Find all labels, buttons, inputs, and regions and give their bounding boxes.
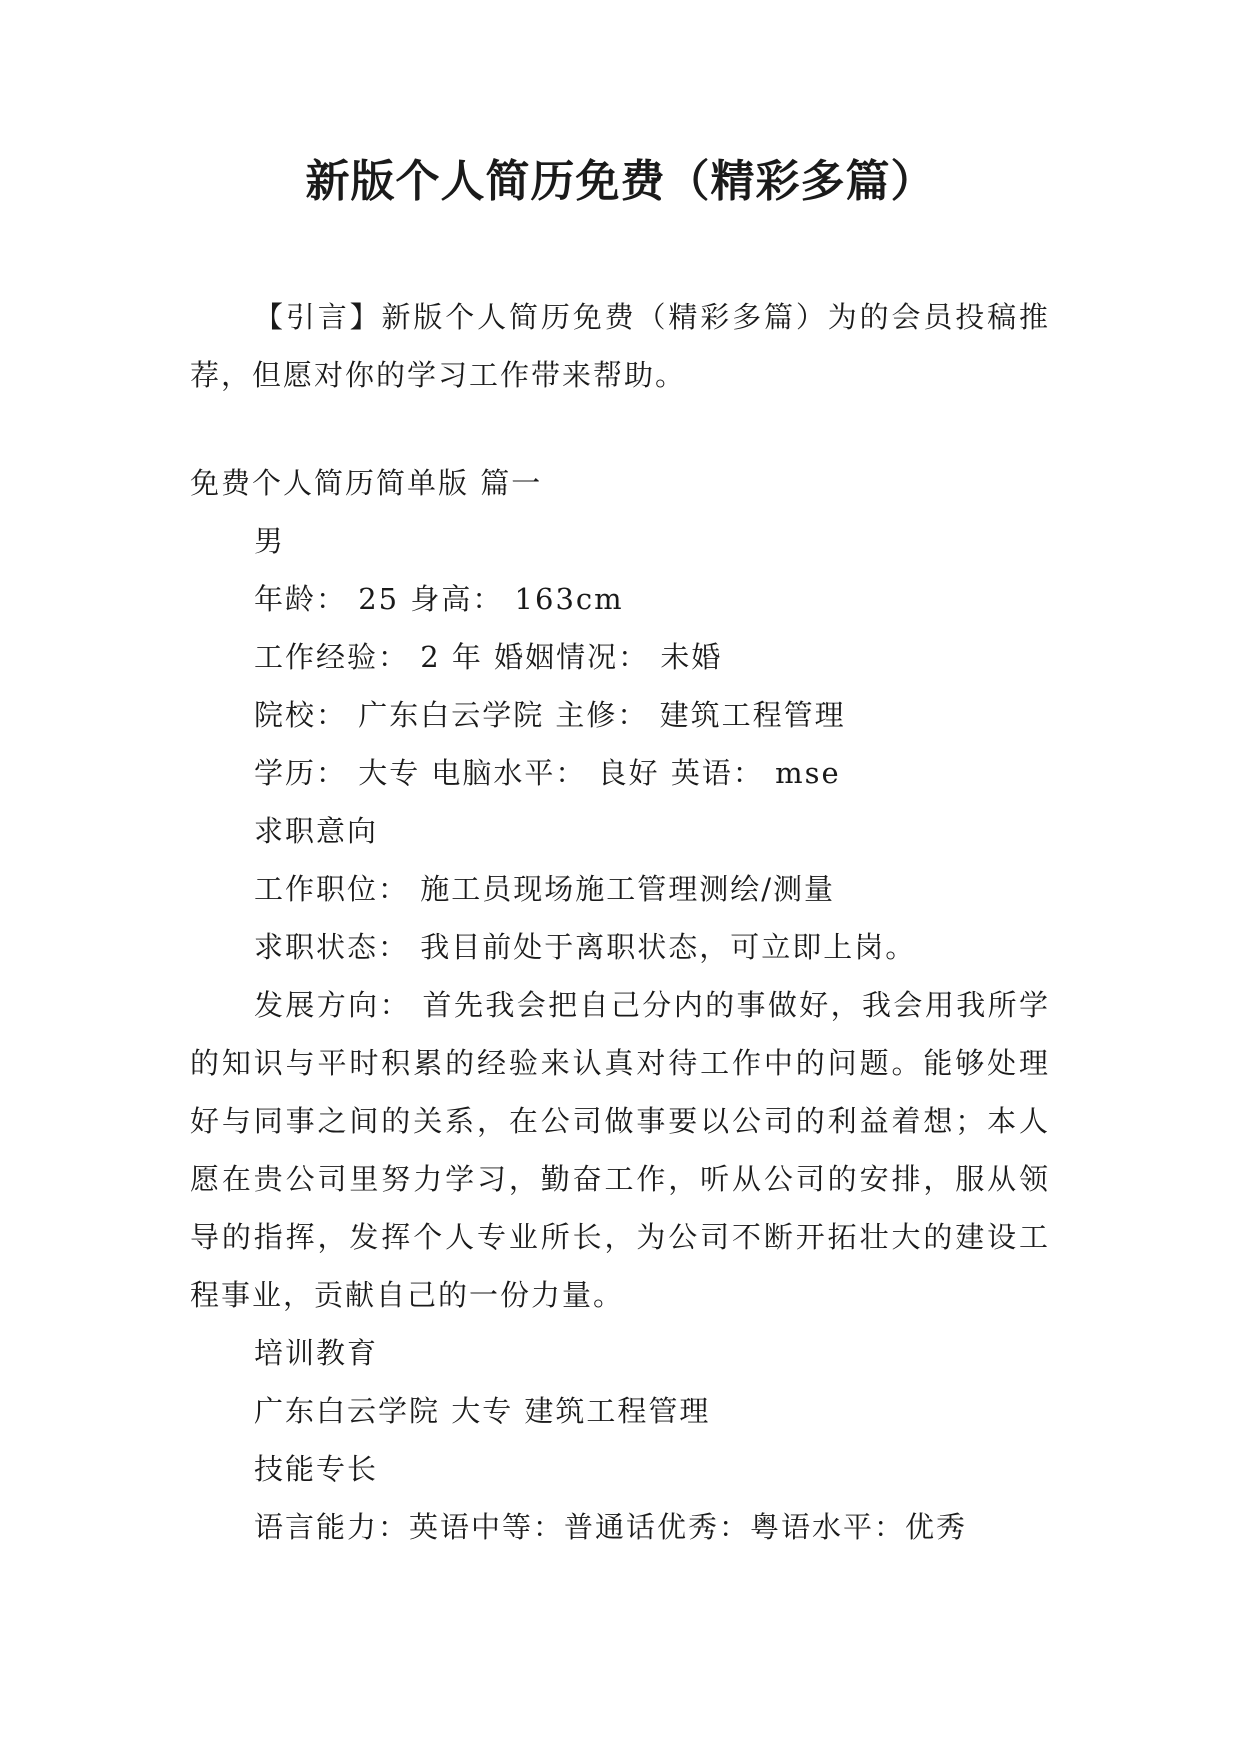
gender-line: 男 bbox=[254, 524, 286, 558]
education-skills-line: 学历： 大专 电脑水平： 良好 英语： mse bbox=[254, 756, 841, 790]
school-major-line: 院校： 广东白云学院 主修： 建筑工程管理 bbox=[254, 698, 846, 732]
training-heading: 培训教育 bbox=[254, 1336, 379, 1370]
job-intention-heading: 求职意向 bbox=[254, 814, 379, 848]
job-position-line: 工作职位： 施工员现场施工管理测绘/测量 bbox=[254, 872, 835, 906]
language-ability-line: 语言能力：英语中等：普通话优秀：粤语水平：优秀 bbox=[254, 1510, 968, 1544]
document-title: 新版个人简历免费（精彩多篇） bbox=[305, 156, 936, 207]
age-height-line: 年龄： 25 身高： 163cm bbox=[254, 582, 624, 616]
document-body bbox=[190, 288, 1050, 1556]
skills-heading: 技能专长 bbox=[254, 1452, 379, 1486]
intro-paragraph: 【引言】新版个人简历免费（精彩多篇）为的会员投稿推荐，但愿对你的学习工作带来帮助。 bbox=[190, 300, 1050, 392]
job-status-line: 求职状态： 我目前处于离职状态，可立即上岗。 bbox=[254, 930, 917, 964]
training-line: 广东白云学院 大专 建筑工程管理 bbox=[254, 1394, 711, 1428]
section-heading: 免费个人简历简单版 篇一 bbox=[190, 466, 543, 500]
development-paragraph: 发展方向： 首先我会把自己分内的事做好，我会用我所学的知识与平时积累的经验来认真对待工作中的问题。能够处理好与同事之间的关系，在公司做事要以公司的利益着想；本人愿在贵公司里努力学习，勤奋工作，听从公司的安排，服从领导的指挥，发挥个人专业所长，为公司不断开拓壮大的建设工程事业，贡献自己的一份力量。 bbox=[190, 988, 1050, 1312]
experience-marital-line: 工作经验： 2 年 婚姻情况： 未婚 bbox=[254, 640, 723, 674]
